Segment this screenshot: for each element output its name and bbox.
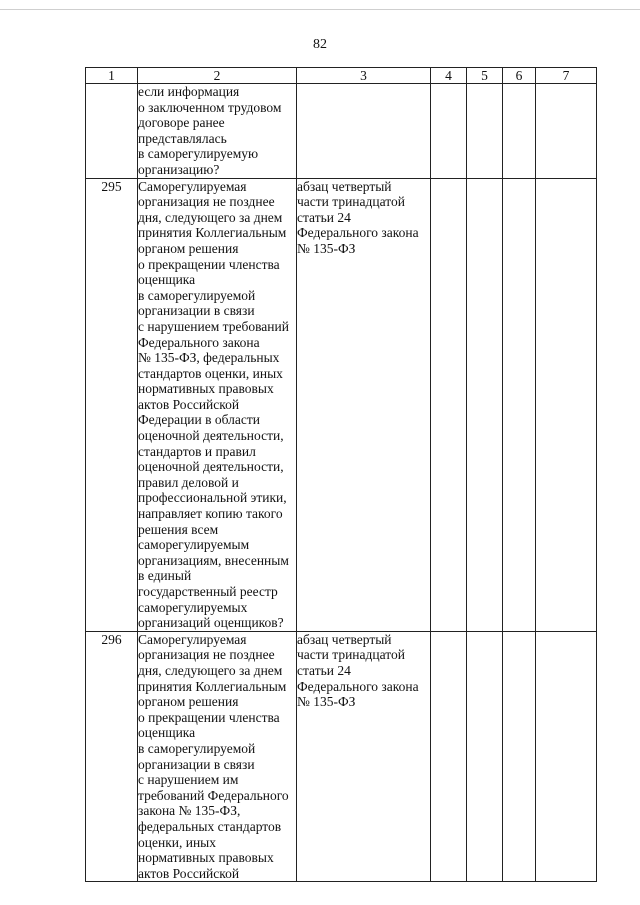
question-text-line: принятия Коллегиальным [138,225,287,241]
question-text-cell [138,631,297,882]
legal-reference-line: № 135-ФЗ [297,694,356,710]
empty-cell-6 [503,631,536,882]
question-text-line: закона № 135-ФЗ, [138,803,241,819]
legal-reference-cell [297,84,431,179]
question-text-line: в единый [138,568,192,584]
question-text-line: государственный реестр [138,584,278,599]
column-header-3: 3 [297,68,431,84]
legal-reference-line: абзац четвертый [297,178,392,194]
question-text-line: организацию? [138,161,220,177]
question-text-line: нормативных правовых [138,381,274,397]
question-text-line: организации в связи [138,303,255,319]
empty-cell-7 [536,178,597,631]
question-text-line: в саморегулируемой [138,740,256,756]
legal-reference-line: статьи 24 [297,209,351,225]
question-text-line: оценщика [138,272,196,288]
question-text-line: организации в связи [138,756,255,772]
question-text-line: нормативных правовых [138,850,274,866]
question-text-line: в саморегулируемой [138,287,256,303]
empty-cell-7 [536,84,597,179]
question-text-line: Федерального закона [138,334,260,350]
empty-cell-4 [431,84,467,179]
question-text-line: если информация [138,84,240,99]
question-text-line: Саморегулируемая [138,631,247,647]
empty-cell-5 [467,178,503,631]
question-text-line: стандартов и правил [138,443,256,459]
question-text-line: саморегулируемых [138,599,248,615]
question-text-line: с нарушением им [138,772,239,788]
legal-reference-line: статьи 24 [297,662,351,678]
column-header-2: 2 [138,68,297,84]
question-text-line: договоре ранее [138,115,225,131]
column-header-7: 7 [536,68,597,84]
question-text-line: организаций оценщиков? [138,615,284,631]
question-text-line: дня, следующего за днем [138,662,283,678]
document-table [85,67,597,882]
question-text-line: правил деловой и [138,474,239,490]
question-text-line: организациям, внесенным [138,552,289,568]
question-text-line: профессиональной этики, [138,490,287,506]
question-text-line: оценки, иных [138,834,216,850]
empty-cell-6 [503,178,536,631]
question-text-line: организация не позднее [138,647,275,663]
question-text-line: оценочной деятельности, [138,428,284,444]
table-row [86,631,597,882]
question-text-line: принятия Коллегиальным [138,678,287,694]
legal-reference-line: Федерального закона [297,678,419,694]
table-row [86,178,597,631]
question-text-cell [138,84,297,179]
question-text-line: стандартов оценки, иных [138,365,283,381]
question-text-line: актов Российской [138,396,240,412]
question-text-line: организация не позднее [138,194,275,210]
legal-reference-line: Федерального закона [297,225,419,241]
question-text-line: с нарушением требований [138,318,289,334]
question-text-line: представлялась [138,130,227,146]
legal-reference-line: № 135-ФЗ [297,240,356,256]
question-text-line: оценочной деятельности, [138,459,284,475]
question-text-line: о прекращении членства [138,709,280,725]
empty-cell-5 [467,84,503,179]
header-row [86,68,597,84]
question-text-line: Федерации в области [138,412,261,428]
question-text-line: актов Российской [138,865,240,881]
question-text-line: Саморегулируемая [138,178,247,194]
question-text-line: решения всем [138,521,219,537]
legal-reference-line: части тринадцатой [297,647,405,663]
row-number [86,84,138,179]
legal-reference-cell [297,631,431,882]
top-border-line [0,9,640,10]
question-text-cell [138,178,297,631]
empty-cell-4 [431,631,467,882]
question-text-line: требований Федерального [138,787,289,803]
column-header-1: 1 [86,68,138,84]
legal-reference-cell [297,178,431,631]
question-text-line: оценщика [138,725,196,741]
question-text-line: органом решения [138,694,239,710]
table-row [86,84,597,179]
question-text-line: направляет копию такого [138,506,283,522]
page-number: 82 [313,37,327,52]
empty-cell-6 [503,84,536,179]
empty-cell-4 [431,178,467,631]
column-header-4: 4 [431,68,467,84]
question-text-line: саморегулируемым [138,537,250,553]
empty-cell-5 [467,631,503,882]
column-header-5: 5 [467,68,503,84]
question-text-line: в саморегулируемую [138,146,259,162]
question-text-line: о заключенном трудовом [138,99,282,115]
question-text-line: № 135-ФЗ, федеральных [138,350,280,366]
question-text-line: органом решения [138,240,239,256]
question-text-line: дня, следующего за днем [138,209,283,225]
row-number: 296 [86,631,138,882]
column-header-6: 6 [503,68,536,84]
question-text-line: федеральных стандартов [138,818,282,834]
question-text-line: о прекращении членства [138,256,280,272]
legal-reference-line: абзац четвертый [297,631,392,647]
legal-reference-line: части тринадцатой [297,194,405,210]
row-number: 295 [86,178,138,631]
empty-cell-7 [536,631,597,882]
